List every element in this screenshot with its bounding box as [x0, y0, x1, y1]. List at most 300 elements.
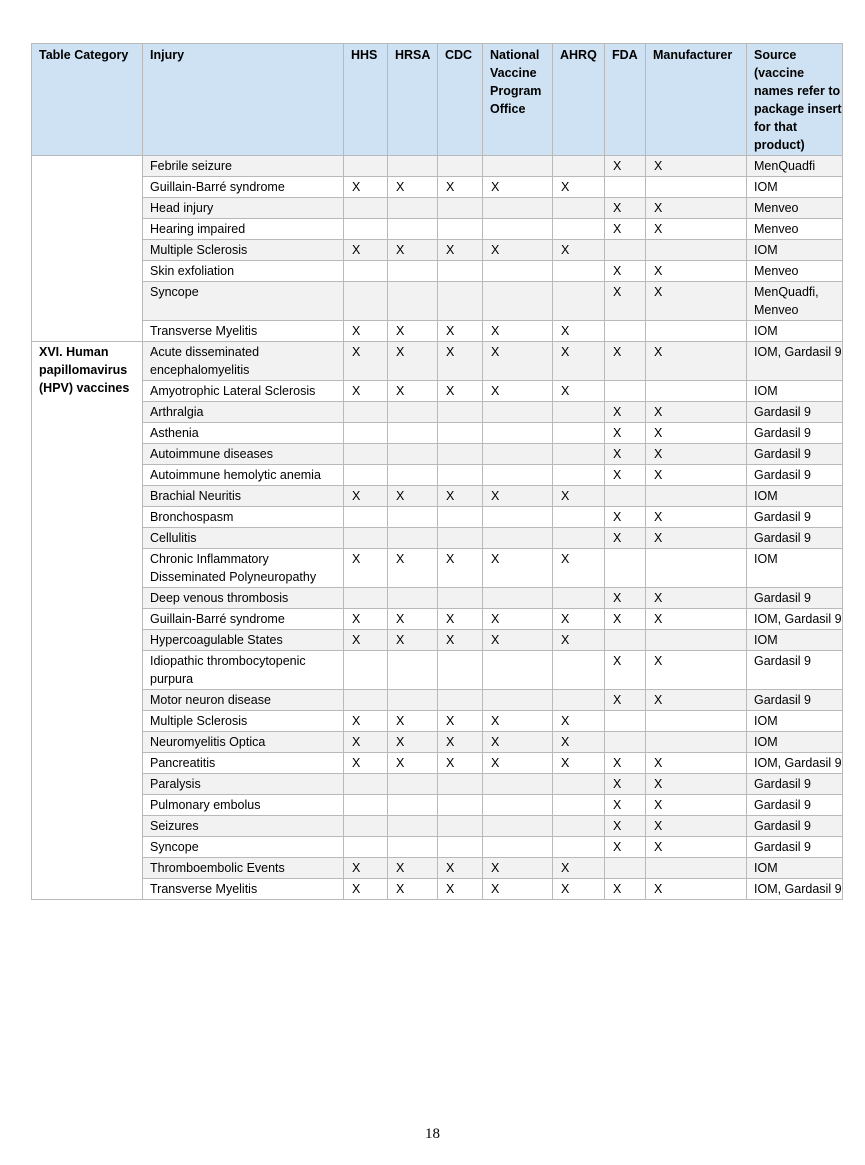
- agency-mark-cell: X: [553, 240, 605, 261]
- agency-mark-cell: [483, 588, 553, 609]
- agency-mark-cell: [605, 858, 646, 879]
- injury-cell: Multiple Sclerosis: [143, 240, 344, 261]
- agency-mark-cell: [553, 402, 605, 423]
- source-cell: Gardasil 9: [747, 774, 843, 795]
- agency-mark-cell: X: [605, 507, 646, 528]
- table-row: [32, 528, 843, 549]
- agency-mark-cell: [553, 507, 605, 528]
- table-row: [32, 423, 843, 444]
- agency-mark-cell: [646, 486, 747, 507]
- agency-mark-cell: X: [553, 549, 605, 588]
- agency-mark-cell: [646, 321, 747, 342]
- agency-mark-cell: X: [553, 342, 605, 381]
- agency-mark-cell: [605, 321, 646, 342]
- agency-mark-cell: [483, 651, 553, 690]
- agency-mark-cell: X: [344, 486, 388, 507]
- table-row: [32, 774, 843, 795]
- agency-mark-cell: X: [438, 732, 483, 753]
- agency-mark-cell: X: [605, 444, 646, 465]
- agency-mark-cell: [553, 198, 605, 219]
- agency-mark-cell: X: [388, 381, 438, 402]
- agency-mark-cell: [344, 837, 388, 858]
- agency-mark-cell: X: [553, 486, 605, 507]
- agency-mark-cell: X: [605, 198, 646, 219]
- agency-mark-cell: [388, 837, 438, 858]
- table-row: [32, 630, 843, 651]
- agency-mark-cell: [553, 261, 605, 282]
- agency-mark-cell: X: [344, 753, 388, 774]
- table-row: [32, 732, 843, 753]
- agency-mark-cell: [388, 507, 438, 528]
- agency-mark-cell: X: [344, 609, 388, 630]
- agency-mark-cell: [344, 219, 388, 240]
- table-row: [32, 261, 843, 282]
- agency-mark-cell: [388, 156, 438, 177]
- injury-cell: Transverse Myelitis: [143, 879, 344, 900]
- agency-mark-cell: [438, 774, 483, 795]
- injury-cell: Autoimmune diseases: [143, 444, 344, 465]
- agency-mark-cell: [553, 795, 605, 816]
- injury-cell: Multiple Sclerosis: [143, 711, 344, 732]
- table-category-cell: [32, 156, 143, 342]
- agency-mark-cell: X: [344, 177, 388, 198]
- agency-mark-cell: [388, 651, 438, 690]
- agency-mark-cell: X: [646, 342, 747, 381]
- agency-mark-cell: X: [646, 402, 747, 423]
- agency-mark-cell: [483, 156, 553, 177]
- table-row: [32, 549, 843, 588]
- agency-mark-cell: X: [605, 837, 646, 858]
- source-cell: Gardasil 9: [747, 795, 843, 816]
- agency-mark-cell: X: [483, 381, 553, 402]
- agency-mark-cell: [483, 402, 553, 423]
- agency-mark-cell: [344, 651, 388, 690]
- agency-mark-cell: X: [646, 465, 747, 486]
- agency-mark-cell: X: [646, 795, 747, 816]
- agency-mark-cell: [344, 423, 388, 444]
- table-row: [32, 156, 843, 177]
- source-cell: Gardasil 9: [747, 528, 843, 549]
- table-row: [32, 858, 843, 879]
- agency-mark-cell: [388, 402, 438, 423]
- agency-mark-cell: X: [438, 240, 483, 261]
- injury-cell: Deep venous thrombosis: [143, 588, 344, 609]
- agency-mark-cell: X: [605, 690, 646, 711]
- table-row: [32, 651, 843, 690]
- agency-mark-cell: X: [344, 858, 388, 879]
- agency-mark-cell: [388, 690, 438, 711]
- column-header: HRSA: [388, 44, 438, 156]
- source-cell: Gardasil 9: [747, 837, 843, 858]
- agency-mark-cell: [438, 588, 483, 609]
- agency-mark-cell: X: [553, 711, 605, 732]
- agency-mark-cell: [388, 588, 438, 609]
- agency-mark-cell: [605, 711, 646, 732]
- agency-mark-cell: X: [388, 486, 438, 507]
- agency-mark-cell: X: [344, 342, 388, 381]
- injury-cell: Acute disseminated encephalomyelitis: [143, 342, 344, 381]
- agency-mark-cell: X: [605, 816, 646, 837]
- source-cell: IOM, Gardasil 9: [747, 879, 843, 900]
- agency-mark-cell: [344, 816, 388, 837]
- agency-mark-cell: X: [605, 465, 646, 486]
- agency-mark-cell: [483, 837, 553, 858]
- agency-mark-cell: X: [646, 774, 747, 795]
- agency-mark-cell: X: [483, 177, 553, 198]
- agency-mark-cell: [388, 261, 438, 282]
- source-cell: IOM: [747, 381, 843, 402]
- table-category-cell: XVI. Human papillomavirus (HPV) vaccines: [32, 342, 143, 900]
- agency-mark-cell: X: [344, 381, 388, 402]
- column-header: AHRQ: [553, 44, 605, 156]
- source-cell: MenQuadfi, Menveo: [747, 282, 843, 321]
- agency-mark-cell: X: [438, 381, 483, 402]
- agency-mark-cell: X: [438, 609, 483, 630]
- table-row: [32, 609, 843, 630]
- source-cell: MenQuadfi: [747, 156, 843, 177]
- injury-cell: Neuromyelitis Optica: [143, 732, 344, 753]
- column-header: FDA: [605, 44, 646, 156]
- agency-mark-cell: [553, 423, 605, 444]
- agency-mark-cell: X: [605, 609, 646, 630]
- table-row: [32, 282, 843, 321]
- source-cell: Menveo: [747, 219, 843, 240]
- agency-mark-cell: X: [483, 753, 553, 774]
- agency-mark-cell: X: [438, 858, 483, 879]
- injury-cell: Guillain-Barré syndrome: [143, 609, 344, 630]
- agency-mark-cell: [388, 282, 438, 321]
- agency-mark-cell: X: [646, 156, 747, 177]
- agency-mark-cell: [553, 528, 605, 549]
- agency-mark-cell: [646, 240, 747, 261]
- agency-mark-cell: [605, 381, 646, 402]
- agency-mark-cell: [438, 795, 483, 816]
- injury-cell: Idiopathic thrombocytopenic purpura: [143, 651, 344, 690]
- agency-mark-cell: X: [605, 588, 646, 609]
- agency-mark-cell: [646, 732, 747, 753]
- column-header: CDC: [438, 44, 483, 156]
- agency-mark-cell: X: [344, 240, 388, 261]
- agency-mark-cell: X: [344, 321, 388, 342]
- agency-mark-cell: [646, 549, 747, 588]
- agency-mark-cell: [605, 240, 646, 261]
- table-row: [32, 321, 843, 342]
- agency-mark-cell: [438, 465, 483, 486]
- agency-mark-cell: X: [605, 795, 646, 816]
- source-cell: IOM: [747, 732, 843, 753]
- source-cell: IOM: [747, 321, 843, 342]
- agency-mark-cell: [646, 177, 747, 198]
- column-header: HHS: [344, 44, 388, 156]
- agency-mark-cell: [388, 465, 438, 486]
- injury-cell: Guillain-Barré syndrome: [143, 177, 344, 198]
- agency-mark-cell: X: [605, 651, 646, 690]
- agency-mark-cell: [344, 402, 388, 423]
- agency-mark-cell: [646, 381, 747, 402]
- table-row: [32, 753, 843, 774]
- agency-mark-cell: X: [646, 528, 747, 549]
- column-header: National Vaccine Program Office: [483, 44, 553, 156]
- injury-cell: Head injury: [143, 198, 344, 219]
- agency-mark-cell: [438, 837, 483, 858]
- agency-mark-cell: [553, 465, 605, 486]
- agency-mark-cell: X: [646, 282, 747, 321]
- agency-mark-cell: [344, 588, 388, 609]
- agency-mark-cell: [553, 774, 605, 795]
- table-row: [32, 486, 843, 507]
- agency-mark-cell: X: [553, 321, 605, 342]
- agency-mark-cell: X: [388, 879, 438, 900]
- agency-mark-cell: X: [553, 732, 605, 753]
- table-row: [32, 177, 843, 198]
- agency-mark-cell: X: [388, 753, 438, 774]
- agency-mark-cell: [605, 486, 646, 507]
- agency-mark-cell: [438, 507, 483, 528]
- table-row: [32, 837, 843, 858]
- agency-mark-cell: [388, 219, 438, 240]
- injury-cell: Brachial Neuritis: [143, 486, 344, 507]
- agency-mark-cell: X: [646, 423, 747, 444]
- injury-cell: Hypercoagulable States: [143, 630, 344, 651]
- source-cell: IOM: [747, 486, 843, 507]
- agency-mark-cell: [438, 261, 483, 282]
- agency-mark-cell: X: [483, 879, 553, 900]
- agency-mark-cell: X: [438, 753, 483, 774]
- source-cell: Gardasil 9: [747, 465, 843, 486]
- agency-mark-cell: X: [483, 240, 553, 261]
- agency-mark-cell: [344, 507, 388, 528]
- agency-mark-cell: X: [553, 753, 605, 774]
- source-cell: IOM, Gardasil 9: [747, 609, 843, 630]
- agency-mark-cell: X: [605, 879, 646, 900]
- agency-mark-cell: [388, 423, 438, 444]
- agency-mark-cell: X: [605, 423, 646, 444]
- agency-mark-cell: X: [344, 879, 388, 900]
- source-cell: IOM: [747, 549, 843, 588]
- agency-mark-cell: [438, 198, 483, 219]
- agency-mark-cell: X: [646, 651, 747, 690]
- source-cell: Gardasil 9: [747, 507, 843, 528]
- agency-mark-cell: X: [388, 177, 438, 198]
- agency-mark-cell: X: [483, 342, 553, 381]
- agency-mark-cell: [438, 816, 483, 837]
- agency-mark-cell: [553, 690, 605, 711]
- source-cell: Gardasil 9: [747, 816, 843, 837]
- injury-cell: Hearing impaired: [143, 219, 344, 240]
- agency-mark-cell: X: [646, 444, 747, 465]
- agency-mark-cell: [553, 837, 605, 858]
- injury-cell: Amyotrophic Lateral Sclerosis: [143, 381, 344, 402]
- agency-mark-cell: [483, 465, 553, 486]
- agency-mark-cell: X: [438, 342, 483, 381]
- agency-mark-cell: X: [553, 630, 605, 651]
- agency-mark-cell: [388, 528, 438, 549]
- agency-mark-cell: X: [483, 858, 553, 879]
- agency-mark-cell: X: [388, 858, 438, 879]
- agency-mark-cell: X: [438, 321, 483, 342]
- injury-cell: Pancreatitis: [143, 753, 344, 774]
- injury-cell: Paralysis: [143, 774, 344, 795]
- agency-mark-cell: X: [388, 321, 438, 342]
- source-cell: Menveo: [747, 261, 843, 282]
- agency-mark-cell: X: [388, 711, 438, 732]
- agency-mark-cell: [344, 198, 388, 219]
- agency-mark-cell: [388, 774, 438, 795]
- agency-mark-cell: X: [605, 753, 646, 774]
- table-row: [32, 402, 843, 423]
- source-cell: IOM: [747, 630, 843, 651]
- agency-mark-cell: [646, 630, 747, 651]
- agency-mark-cell: [553, 588, 605, 609]
- agency-mark-cell: [483, 219, 553, 240]
- agency-mark-cell: X: [388, 549, 438, 588]
- agency-mark-cell: X: [553, 609, 605, 630]
- injury-cell: Asthenia: [143, 423, 344, 444]
- agency-mark-cell: [553, 444, 605, 465]
- injury-cell: Febrile seizure: [143, 156, 344, 177]
- agency-mark-cell: X: [605, 528, 646, 549]
- agency-mark-cell: X: [646, 588, 747, 609]
- agency-mark-cell: X: [438, 549, 483, 588]
- source-cell: IOM: [747, 177, 843, 198]
- agency-mark-cell: [483, 795, 553, 816]
- agency-mark-cell: X: [438, 177, 483, 198]
- source-cell: Gardasil 9: [747, 651, 843, 690]
- agency-mark-cell: [438, 690, 483, 711]
- agency-mark-cell: X: [438, 630, 483, 651]
- agency-mark-cell: [605, 732, 646, 753]
- agency-mark-cell: [344, 282, 388, 321]
- source-cell: IOM: [747, 240, 843, 261]
- agency-mark-cell: X: [605, 261, 646, 282]
- agency-mark-cell: X: [605, 282, 646, 321]
- injury-cell: Autoimmune hemolytic anemia: [143, 465, 344, 486]
- agency-mark-cell: X: [388, 342, 438, 381]
- agency-mark-cell: [483, 528, 553, 549]
- agency-mark-cell: X: [388, 609, 438, 630]
- agency-mark-cell: X: [483, 711, 553, 732]
- injury-cell: Chronic Inflammatory Disseminated Polyneuropathy: [143, 549, 344, 588]
- agency-mark-cell: X: [553, 879, 605, 900]
- agency-mark-cell: X: [646, 837, 747, 858]
- agency-mark-cell: [438, 651, 483, 690]
- agency-mark-cell: X: [605, 342, 646, 381]
- agency-mark-cell: [483, 198, 553, 219]
- agency-mark-cell: [344, 528, 388, 549]
- source-cell: IOM: [747, 858, 843, 879]
- agency-mark-cell: [438, 282, 483, 321]
- agency-mark-cell: [553, 816, 605, 837]
- agency-mark-cell: X: [646, 507, 747, 528]
- injury-cell: Bronchospasm: [143, 507, 344, 528]
- source-cell: Gardasil 9: [747, 588, 843, 609]
- agency-mark-cell: [344, 465, 388, 486]
- agency-mark-cell: X: [344, 630, 388, 651]
- agency-mark-cell: X: [553, 858, 605, 879]
- table-row: [32, 465, 843, 486]
- agency-mark-cell: [483, 423, 553, 444]
- agency-mark-cell: [483, 282, 553, 321]
- agency-mark-cell: X: [388, 732, 438, 753]
- injury-cell: Transverse Myelitis: [143, 321, 344, 342]
- agency-mark-cell: [483, 261, 553, 282]
- table-row: [32, 240, 843, 261]
- agency-mark-cell: [388, 444, 438, 465]
- agency-mark-cell: [438, 402, 483, 423]
- agency-mark-cell: X: [344, 732, 388, 753]
- agency-mark-cell: [438, 219, 483, 240]
- source-cell: Gardasil 9: [747, 690, 843, 711]
- agency-mark-cell: X: [438, 879, 483, 900]
- source-cell: Gardasil 9: [747, 444, 843, 465]
- agency-mark-cell: X: [553, 177, 605, 198]
- agency-mark-cell: [483, 444, 553, 465]
- table-row: [32, 588, 843, 609]
- source-cell: IOM, Gardasil 9: [747, 753, 843, 774]
- agency-mark-cell: [553, 282, 605, 321]
- table-row: [32, 444, 843, 465]
- agency-mark-cell: X: [344, 549, 388, 588]
- agency-mark-cell: [344, 156, 388, 177]
- source-cell: Gardasil 9: [747, 423, 843, 444]
- header-row: [32, 44, 843, 156]
- agency-mark-cell: [438, 423, 483, 444]
- agency-mark-cell: [605, 549, 646, 588]
- agency-mark-cell: X: [605, 774, 646, 795]
- agency-mark-cell: [438, 528, 483, 549]
- table-body: [32, 156, 843, 900]
- agency-mark-cell: [646, 711, 747, 732]
- agency-mark-cell: [388, 198, 438, 219]
- injury-cell: Pulmonary embolus: [143, 795, 344, 816]
- table-row: [32, 342, 843, 381]
- table-row: [32, 816, 843, 837]
- agency-mark-cell: [438, 156, 483, 177]
- column-header: Source (vaccine names refer to package insert for that product): [747, 44, 843, 156]
- agency-mark-cell: X: [646, 690, 747, 711]
- column-header: Manufacturer: [646, 44, 747, 156]
- injury-cell: Cellulitis: [143, 528, 344, 549]
- agency-mark-cell: [605, 177, 646, 198]
- injury-cell: Syncope: [143, 837, 344, 858]
- agency-mark-cell: X: [388, 240, 438, 261]
- agency-mark-cell: [483, 774, 553, 795]
- source-cell: IOM, Gardasil 9: [747, 342, 843, 381]
- agency-mark-cell: X: [483, 630, 553, 651]
- agency-mark-cell: X: [605, 402, 646, 423]
- source-cell: Menveo: [747, 198, 843, 219]
- table-row: [32, 381, 843, 402]
- agency-mark-cell: X: [646, 816, 747, 837]
- agency-mark-cell: X: [483, 609, 553, 630]
- agency-mark-cell: X: [605, 219, 646, 240]
- table-row: [32, 711, 843, 732]
- agency-mark-cell: [344, 774, 388, 795]
- column-header: Injury: [143, 44, 344, 156]
- agency-mark-cell: [344, 444, 388, 465]
- agency-mark-cell: [483, 690, 553, 711]
- agency-mark-cell: [344, 795, 388, 816]
- agency-mark-cell: [483, 507, 553, 528]
- agency-mark-cell: X: [605, 156, 646, 177]
- table-row: [32, 198, 843, 219]
- agency-mark-cell: X: [438, 486, 483, 507]
- agency-mark-cell: [553, 156, 605, 177]
- agency-mark-cell: X: [646, 879, 747, 900]
- source-cell: IOM: [747, 711, 843, 732]
- table-row: [32, 507, 843, 528]
- injury-cell: Thromboembolic Events: [143, 858, 344, 879]
